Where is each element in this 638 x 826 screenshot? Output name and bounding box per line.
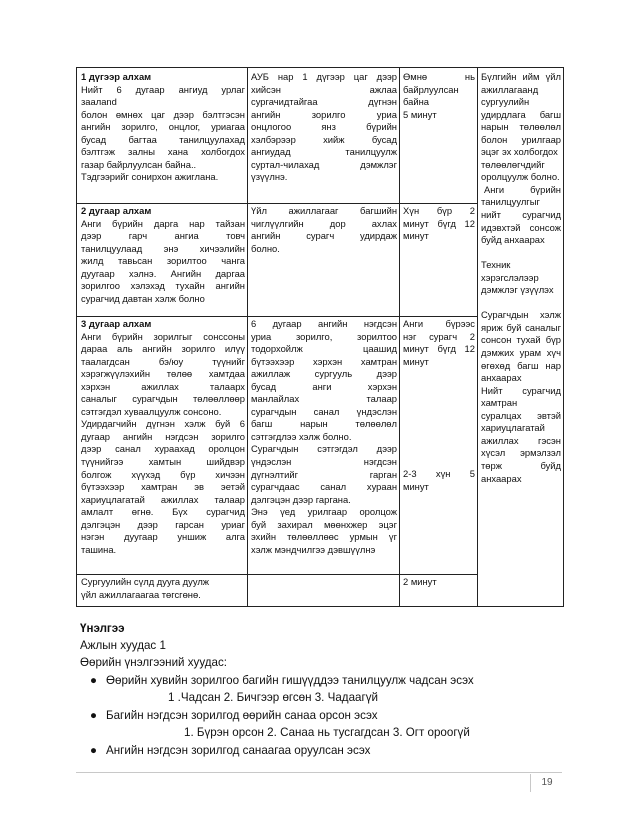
closing-step-time: 2 минут bbox=[403, 576, 437, 587]
worksheet-label: Ажлын хуудас 1 bbox=[80, 639, 166, 652]
step2-description: 2 дугаар алхам Анги бүрийн дарга нар тайзан дээр гарч ангиа товч танилцуулаад энэ хичээлийн жилд тавьсан зорилтоо чанга дуугаар хэлнэ. Ангийн даргаа зорилгоо хэлэхэд тухайн ангийн сурагчид давтан хэлж болно bbox=[81, 205, 245, 304]
step3-activity: 6 дугаар ангийн нэгдсэн уриа зорилго, зорилтоо тодорхойлж цаашид бүтээхээр хэрхэн хамтран ажиллаж сургууль дээр бусад анги хэрхэн манлайлах талаар сурагчдын санал үндэслэн багш нарын төлөөлөл сэтгэгдлээ хэлж болно. Сурагчдын сэтгэгдэл дээр үндэслэн нэгдсэн дүгнэлтийг гарган сурагчдаас санал хураан дэлгэцэн дээр гаргана. Энэ үед урилгаар оролцож буй захирал мөөнхжер эцэг эхийн төлөөллөөс урмын үг хэлж мэндчилгээ дэвшүүлнэ bbox=[251, 318, 397, 555]
step3-description: 3 дугаар алхам Анги бүрийн зорилгыг сонссоны дараа аль ангийн зорилго илүү таалагдсан бэ/юу түүнийг хэрэгжүүлэхийн төлөө хамтдаа хэрхэн ажиллах талаарх саналыг сурагчдын төлөөллөөр сэтгэгдэл хуваалцуулж сонсоно. Удирдагчийн дүгнэн хэлж буй 6 дугаар ангийн нэгдсэн зорилго дээр санал хураахад оролцон түүнийгээ хамтын шийдвэр болгож хүүхэд бүр хичээн бүтээхээр хамтран эв эетэй хариуцлагатай ажиллах талаар амлалт өгнө. Бүх сурагчид дэлгэцэн дээр гарсан уриаг нэгэн дуугаар уншиж алга ташина. bbox=[81, 318, 245, 555]
list-item: ● Өөрийн хувийн зорилгоо багийн гишүүддээ танилцуулж чадсан эсэх bbox=[80, 672, 580, 689]
step1-time: Өмнө нь байрлуулсан байна 5 минут bbox=[403, 71, 475, 120]
table-divider bbox=[399, 68, 400, 606]
table-row-divider bbox=[77, 316, 477, 317]
table-row-divider bbox=[77, 203, 477, 204]
bullet-icon: ● bbox=[90, 744, 98, 757]
evaluation-title: Үнэлгээ bbox=[80, 622, 125, 635]
evaluation-section bbox=[80, 620, 580, 759]
bullet-icon: ● bbox=[90, 674, 98, 687]
table-divider bbox=[477, 68, 478, 606]
step2-time: Хүн бүр 2 минут бүгд 12 минут bbox=[403, 205, 475, 242]
self-assessment-label: Өөрийн үнэлгээний хуудас: bbox=[80, 656, 227, 669]
step1-heading: 1 дүгээр алхам bbox=[81, 71, 152, 82]
step2-heading: 2 дугаар алхам bbox=[81, 205, 152, 216]
teacher-notes: Бүлгийн ийм үйл ажиллагаанд сургуулийн удирдлага багш нарын төлөөлөл болон урилгаар эцэг эх холбогдох төлөөлөгчдийг оролцуулж болно. Анги бүрийн танилцуулгыг нийт сурагчид идэвхтэй сонсож буйд анхаарах Техник хэрэгслэлээр дэмжлэг үзүүлэх Сурагчдын хэлж яриж буй саналыг сонсон тухай бүр дэмжих урам хүч өгөхөд багш нар анхаарах Нийт сурагчид хамтран суралцах эвтэй хариуцлагатай ажиллах гэсэн хүсэл эрмэлзэл төрж буйд анхаарах bbox=[481, 71, 561, 484]
list-item: ● Ангийн нэгдсэн зорилгод санаагаа оруулсан эсэх bbox=[80, 742, 580, 759]
closing-step-description: Сургуулийн сүлд дууга дуулж үйл ажиллагаагаа төгсгөнө. bbox=[81, 576, 210, 600]
table-divider bbox=[247, 68, 248, 606]
step1-description: 1 дүгээр алхам Нийт 6 дугаар ангиуд урлаг заалand болон өмнөх цаг дээр бэлтгэсэн ангийн зорилго, онцлог, уриагаа бусад багтаа танилцуулахад бэлтгэж залны хана холбогдох газар байрлуулсан байна.. Тэдгээрийг сонирхон ажиглана. bbox=[81, 71, 245, 183]
footer-divider bbox=[76, 772, 562, 773]
step3-time-a: Анги бүрээс нэг сурагч 2 минут бүгд 12 минут bbox=[403, 318, 475, 367]
item2-options: 1. Бүрэн орсон 2. Санаа нь тусгагдсан 3. Огт ороогүй bbox=[184, 726, 470, 739]
step1-activity: АУБ нар 1 дүгээр цаг дээр хийсэн ажлаа сургачидтайгаа дүгнэн ангийн зорилго уриа онцлогоо янз бүрийн хэлбэрээр хийж бусад ангиудад танилцуулж суртал-чилахад дэмжлэг үзүүлнэ. bbox=[251, 71, 397, 183]
table-row-divider bbox=[77, 574, 477, 575]
step3-heading: 3 дугаар алхам bbox=[81, 318, 152, 329]
step3-time-b: 2-3 хүн 5 минут bbox=[403, 468, 475, 492]
item1-options: 1 .Чадсан 2. Бичгээр өгсөн 3. Чадаагүй bbox=[168, 691, 378, 704]
page-number: 19 bbox=[530, 774, 563, 792]
bullet-icon: ● bbox=[90, 709, 98, 722]
lesson-steps-table bbox=[76, 67, 564, 607]
list-item: ● Багийн нэгдсэн зорилгод өөрийн санаа орсон эсэх bbox=[80, 707, 580, 724]
step2-activity: Үйл ажиллагааг багшийн чиглүүлгийн дор ахлах ангийн сурагч удирдаж болно. bbox=[251, 205, 397, 254]
